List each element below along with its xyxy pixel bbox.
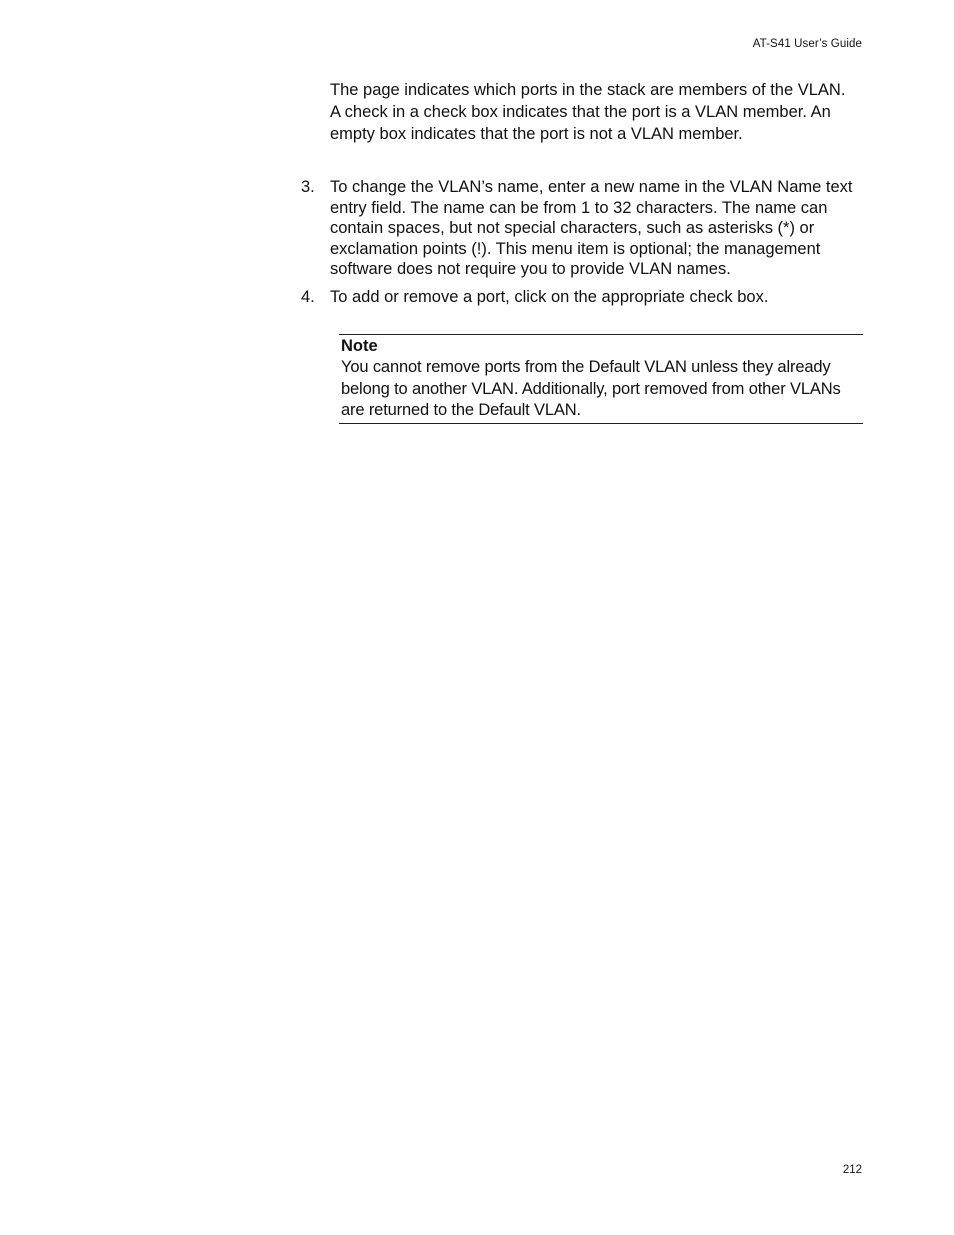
step-number: 3. [301,178,315,196]
intro-paragraph: The page indicates which ports in the stack are members of the VLAN. A check in a check box indicates that the port is a VLAN member. An empty box indicates that the port is not a VLAN member. [330,81,846,143]
step-text: To add or remove a port, click on the appropriate check box. [330,288,769,306]
step-number: 4. [301,288,315,306]
note-box [339,334,863,424]
running-header: AT-S41 User’s Guide [752,38,862,50]
note-title: Note [341,337,378,355]
page-number: 212 [842,1164,862,1176]
step-text: To change the VLAN’s name, enter a new name in the VLAN Name text entry field. The name can be from 1 to 32 characters. The name can contain spaces, but not special characters, such as asterisks (*) or exclamation points (!). This menu item is optional; the management software does not require you to provide VLAN names. [330,178,853,278]
step-item [301,287,861,308]
step-item [301,177,861,280]
note-body: You cannot remove ports from the Default VLAN unless they already belong to another VLAN. Additionally, port removed from other VLANs are returned to the Default VLAN. [341,358,841,419]
